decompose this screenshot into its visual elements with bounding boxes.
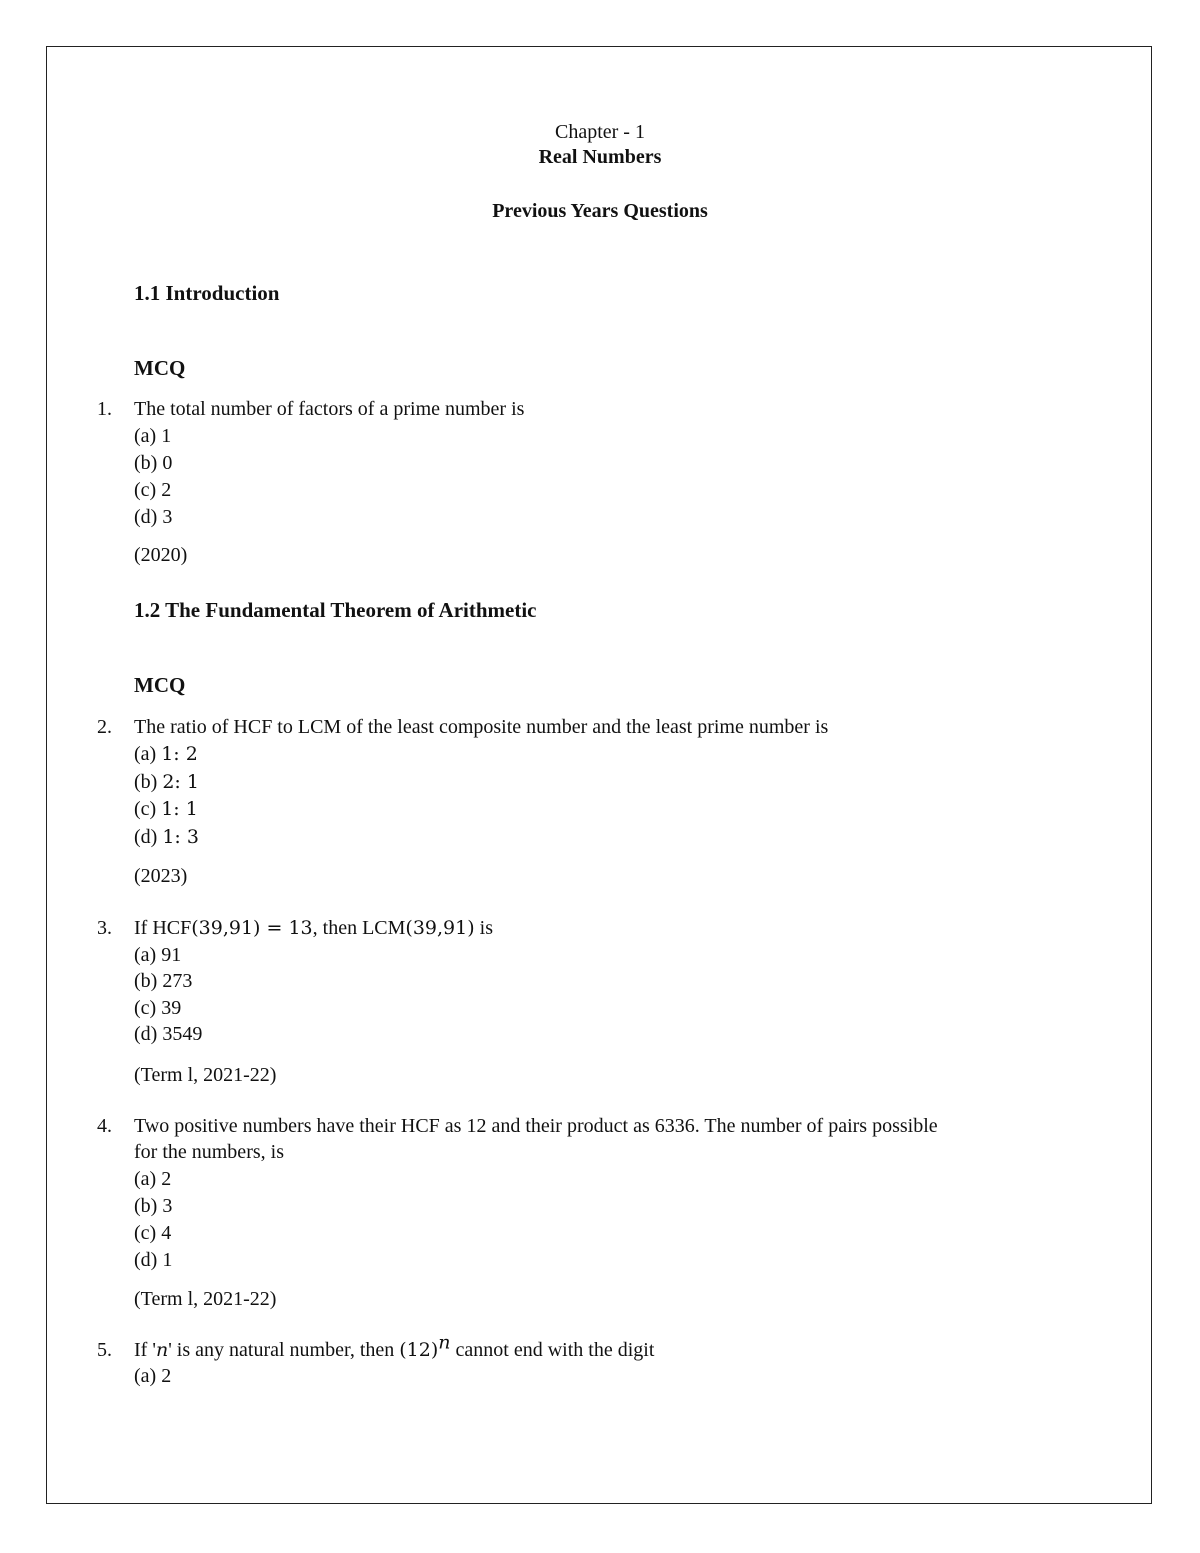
option-value: 1: 3 bbox=[162, 826, 199, 848]
question-source: (2020) bbox=[134, 544, 188, 566]
option-label: (a) bbox=[134, 743, 157, 765]
option-label: (b) bbox=[134, 771, 158, 793]
option-c: (c) 2 bbox=[134, 479, 172, 501]
option-d: (d) 1 bbox=[134, 1249, 173, 1271]
text-fragment: If ' bbox=[134, 1339, 156, 1361]
option-a: (a) 91 bbox=[134, 944, 182, 966]
option-b bbox=[134, 770, 199, 794]
option-a bbox=[134, 742, 198, 766]
question-number: 4. bbox=[97, 1115, 112, 1137]
option-b: (b) 3 bbox=[134, 1195, 173, 1217]
option-a: (a) 1 bbox=[134, 425, 172, 447]
option-c bbox=[134, 797, 198, 821]
text-fragment: ' is any natural number, then bbox=[168, 1339, 400, 1361]
question-number: 3. bbox=[97, 917, 112, 939]
option-a: (a) 2 bbox=[134, 1365, 172, 1387]
math-exponent: n bbox=[438, 1331, 451, 1354]
option-value: 1: 1 bbox=[161, 798, 198, 820]
question-source: (Term l, 2021-22) bbox=[134, 1288, 277, 1310]
option-b: (b) 273 bbox=[134, 970, 193, 992]
text-fragment: cannot end with the digit bbox=[450, 1339, 655, 1361]
question-number: 2. bbox=[97, 716, 112, 738]
math-base: (12) bbox=[399, 1339, 439, 1361]
section-label-mcq: MCQ bbox=[134, 356, 186, 380]
section-label-mcq: MCQ bbox=[134, 673, 186, 697]
option-c: (c) 39 bbox=[134, 997, 182, 1019]
question-source: (Term l, 2021-22) bbox=[134, 1064, 277, 1086]
question-source: (2023) bbox=[134, 865, 188, 887]
question-text-line-1: Two positive numbers have their HCF as 12 and their product as 6336. The number of pairs possible bbox=[134, 1115, 938, 1137]
text-fragment: If HCF bbox=[134, 917, 192, 939]
option-c: (c) 4 bbox=[134, 1222, 172, 1244]
math-expression: (39,91) bbox=[405, 917, 475, 939]
question-text: The ratio of HCF to LCM of the least composite number and the least prime number is bbox=[134, 716, 829, 738]
question-text-line-2: for the numbers, is bbox=[134, 1141, 284, 1163]
option-value: 1: 2 bbox=[161, 743, 198, 765]
chapter-title: Real Numbers bbox=[538, 146, 662, 168]
page-border bbox=[46, 46, 1152, 1504]
math-expression: (39,91) = 13 bbox=[191, 917, 313, 939]
option-a: (a) 2 bbox=[134, 1168, 172, 1190]
question-number: 5. bbox=[97, 1339, 112, 1361]
section-heading: 1.2 The Fundamental Theorem of Arithmetic bbox=[134, 598, 537, 622]
question-text bbox=[134, 916, 493, 940]
option-label: (c) bbox=[134, 798, 157, 820]
option-value: 2: 1 bbox=[162, 771, 199, 793]
section-heading: 1.1 Introduction bbox=[134, 281, 280, 305]
math-variable: n bbox=[155, 1339, 169, 1361]
chapter-number: Chapter - 1 bbox=[555, 121, 645, 143]
question-number: 1. bbox=[97, 398, 112, 420]
option-d: (d) 3 bbox=[134, 506, 173, 528]
page-subtitle: Previous Years Questions bbox=[492, 200, 708, 222]
question-text: The total number of factors of a prime number is bbox=[134, 398, 525, 420]
text-fragment: is bbox=[474, 917, 493, 939]
option-d bbox=[134, 825, 199, 849]
question-text bbox=[134, 1331, 655, 1362]
text-fragment: , then LCM bbox=[312, 917, 406, 939]
option-b: (b) 0 bbox=[134, 452, 173, 474]
option-label: (d) bbox=[134, 826, 158, 848]
option-d: (d) 3549 bbox=[134, 1023, 203, 1045]
